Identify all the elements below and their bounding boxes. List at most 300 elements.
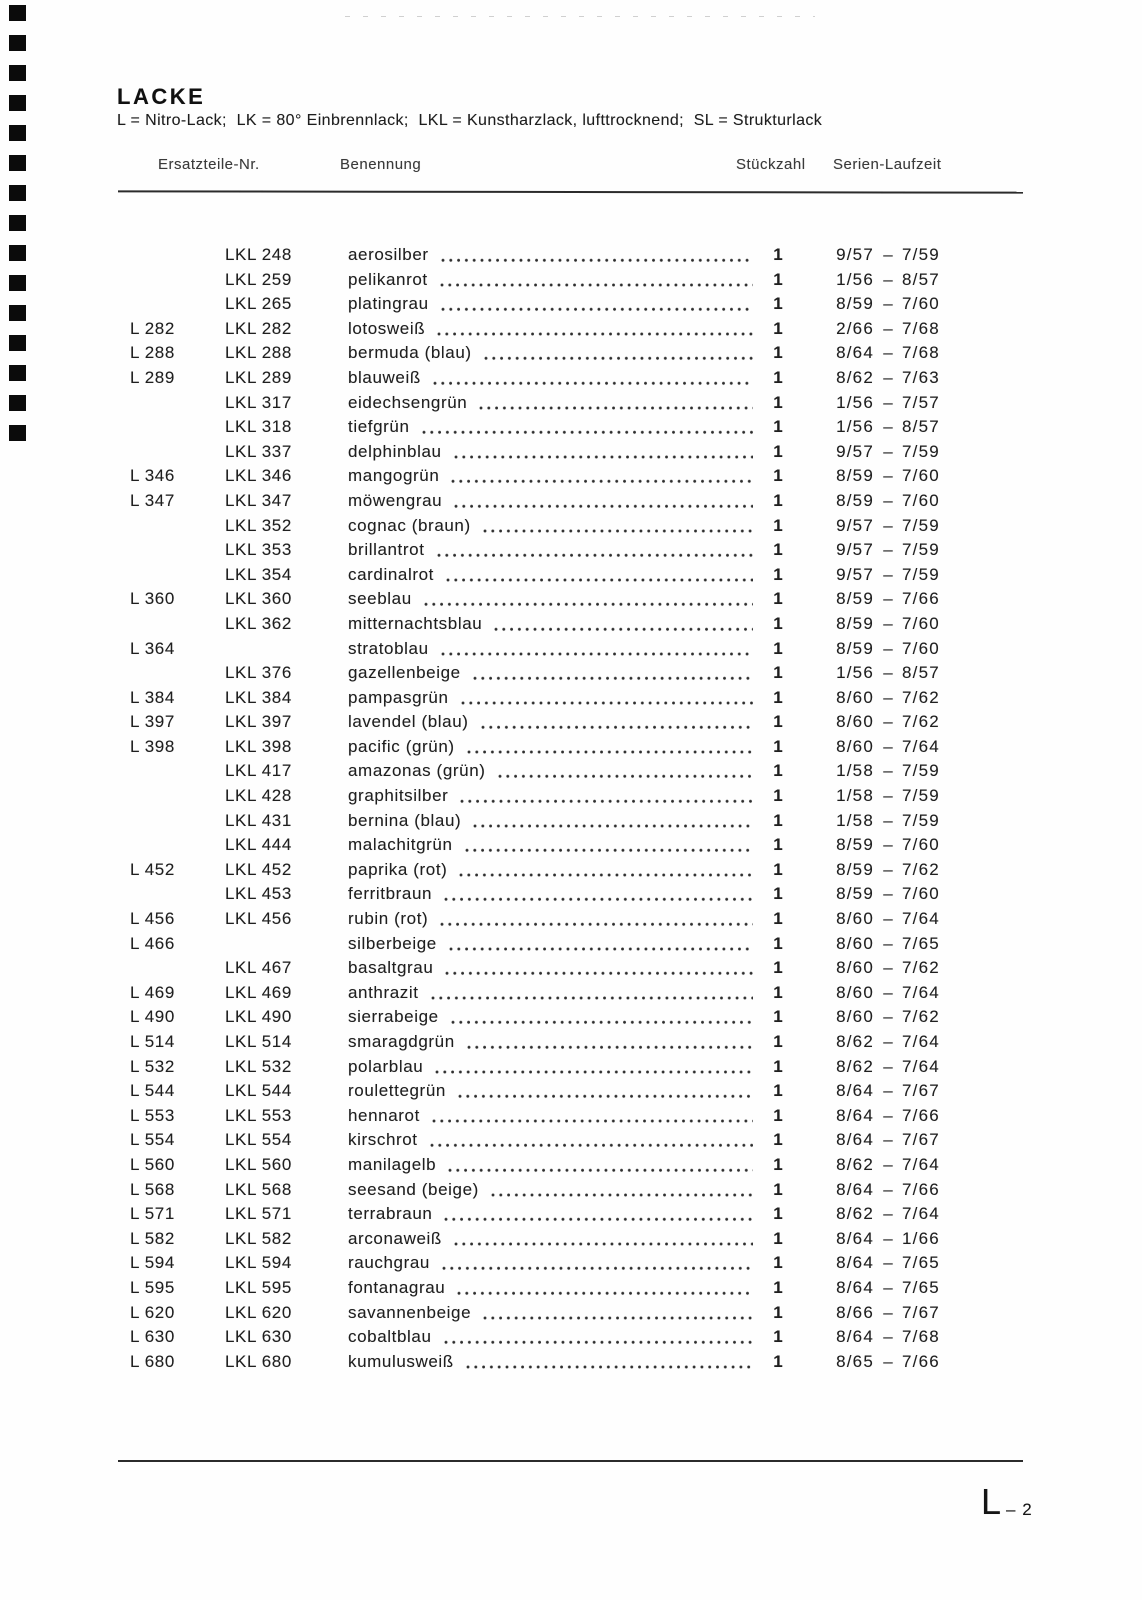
cell-period-to: 8/57 [902,663,940,683]
cell-period-to: 7/60 [902,638,940,658]
cell-qty: 1 [773,909,783,929]
table-row [0,440,1142,465]
cell-name-text: brillantrot [348,540,425,560]
cell-name-text: hennarot [348,1105,420,1125]
cell-period-to: 7/62 [902,712,940,732]
cell-name [348,538,755,563]
cell-name [348,759,755,784]
cell-name [348,391,755,416]
cell-name [348,1251,755,1276]
table-row [0,292,1142,317]
cell-name-text: pelikanrot [348,269,428,289]
cell-period-dash: – [883,441,893,461]
cell-lkl-number: LKL 346 [225,466,292,486]
table-row [0,981,1142,1006]
cell-name [348,1202,755,1227]
cell-qty: 1 [773,835,783,855]
cell-period-from: 2/66 [836,318,874,338]
dotted-leader [465,833,753,858]
cell-name-text: bernina (blau) [348,810,462,830]
cell-name-text: polarblau [348,1056,424,1076]
cell-lkl-number: LKL 282 [225,318,292,338]
table-row [0,563,1142,588]
cell-period-from: 8/59 [836,884,874,904]
col-header-period: Serien-Laufzeit [833,156,942,173]
cell-qty: 1 [773,1277,783,1297]
dotted-leader [498,759,753,784]
cell-period-from: 9/57 [836,564,874,584]
cell-name [348,710,755,735]
cell-qty: 1 [773,663,783,683]
cell-name [348,587,755,612]
table-row [0,809,1142,834]
cell-period-from: 8/60 [836,958,874,978]
cell-period-to: 7/64 [902,1032,940,1051]
cell-period-from: 8/64 [836,1228,874,1248]
cell-period-to: 7/59 [902,564,940,584]
cell-period-dash: – [883,294,893,314]
cell-l-number: L 582 [130,1228,175,1248]
cell-l-number: L 680 [130,1351,175,1371]
dotted-leader [473,809,753,834]
cell-name [348,981,755,1006]
cell-qty: 1 [773,1204,783,1224]
cell-qty: 1 [773,1327,783,1347]
cell-l-number: L 544 [130,1081,175,1101]
cell-period-from: 8/59 [836,859,874,879]
cell-period-to: 7/64 [902,736,940,756]
cell-period-dash: – [883,515,893,535]
cell-qty: 1 [773,638,783,658]
cell-name-text: rauchgrau [348,1253,430,1273]
cell-qty: 1 [773,1081,783,1101]
dotted-leader [430,1128,753,1153]
cell-period-dash: – [883,859,893,879]
cell-period-to: 7/63 [902,367,940,387]
cell-name [348,415,755,440]
cell-name-text: manilagelb [348,1154,437,1174]
cell-l-number: L 384 [130,687,175,707]
cell-lkl-number: LKL 318 [225,417,292,437]
cell-period-from: 8/64 [836,343,874,363]
cell-period-dash: – [883,810,893,830]
cell-l-number: L 532 [130,1056,175,1076]
cell-lkl-number: LKL 337 [225,441,292,461]
cell-l-number: L 282 [130,318,175,338]
table-row [0,1079,1142,1104]
table-row [0,686,1142,711]
cell-period-from: 1/56 [836,392,874,412]
cell-name-text: malachitgrün [348,835,453,855]
cell-period-to: 7/64 [902,1154,940,1174]
cell-name-text: aerosilber [348,245,429,264]
cell-lkl-number: LKL 452 [225,859,292,879]
cell-period-dash: – [883,638,893,658]
cell-period-to: 7/62 [902,1007,940,1027]
cell-name-text: anthrazit [348,982,419,1002]
cell-period-to: 7/65 [902,1253,940,1273]
table-row [0,489,1142,514]
dotted-leader [481,710,753,735]
cell-lkl-number: LKL 397 [225,712,292,732]
table-row [0,784,1142,809]
dotted-leader [442,1251,753,1276]
cell-l-number: L 288 [130,343,175,363]
cell-period-from: 1/56 [836,269,874,289]
cell-qty: 1 [773,786,783,806]
dotted-leader [466,1350,753,1375]
cell-period-from: 9/57 [836,441,874,461]
cell-period-to: 7/60 [902,294,940,314]
cell-l-number: L 456 [130,909,175,929]
cell-period-dash: – [883,1351,893,1371]
cell-name-text: paprika (rot) [348,859,448,879]
cell-qty: 1 [773,1056,783,1076]
dotted-leader [435,1055,753,1080]
cell-period-to: 8/57 [902,269,940,289]
parts-table-body [0,243,1142,1374]
cell-name-text: arconaweiß [348,1228,442,1248]
scan-artifact-line [345,16,815,17]
cell-qty: 1 [773,712,783,732]
cell-period-from: 8/62 [836,1204,874,1224]
cell-period-from: 8/59 [836,490,874,510]
cell-name-text: lotosweiß [348,318,426,338]
table-row [0,882,1142,907]
cell-lkl-number: LKL 354 [225,564,292,584]
cell-name-text: delphinblau [348,441,442,461]
cell-l-number: L 469 [130,982,175,1002]
cell-period-dash: – [883,1032,893,1051]
page-number-letter: L [981,1481,1002,1522]
header-rule [118,190,1023,193]
cell-period-dash: – [883,540,893,560]
cell-name-text: pampasgrün [348,687,449,707]
cell-period-to: 7/68 [902,343,940,363]
cell-period-to: 7/60 [902,466,940,486]
cell-period-dash: – [883,1228,893,1248]
cell-period-to: 7/59 [902,761,940,781]
cell-period-to: 7/67 [902,1130,940,1150]
cell-period-from: 8/62 [836,1056,874,1076]
table-row [0,243,1142,268]
cell-qty: 1 [773,540,783,560]
cell-period-from: 8/64 [836,1179,874,1199]
cell-qty: 1 [773,515,783,535]
cell-qty: 1 [773,269,783,289]
cell-lkl-number: LKL 453 [225,884,292,904]
dotted-leader [451,1005,753,1030]
cell-period-from: 8/59 [836,466,874,486]
cell-l-number: L 594 [130,1253,175,1273]
cell-period-to: 7/62 [902,958,940,978]
cell-period-from: 8/59 [836,835,874,855]
cell-lkl-number: LKL 288 [225,343,292,363]
cell-period-to: 8/57 [902,417,940,437]
cell-period-from: 8/60 [836,933,874,953]
cell-name [348,932,755,957]
dotted-leader [445,956,753,981]
dotted-leader [424,587,753,612]
cell-l-number: L 514 [130,1032,175,1051]
cell-lkl-number: LKL 352 [225,515,292,535]
dotted-leader [467,1030,753,1055]
cell-lkl-number: LKL 553 [225,1105,292,1125]
cell-qty: 1 [773,318,783,338]
cell-name [348,784,755,809]
cell-name [348,686,755,711]
cell-lkl-number: LKL 353 [225,540,292,560]
cell-period-to: 7/64 [902,982,940,1002]
cell-name [348,907,755,932]
dotted-leader [449,932,753,957]
cell-l-number: L 346 [130,466,175,486]
cell-period-dash: – [883,417,893,437]
dotted-leader [484,341,753,366]
table-row [0,1325,1142,1350]
cell-lkl-number: LKL 490 [225,1007,292,1027]
cell-name [348,1350,755,1375]
cell-name-text: rubin (rot) [348,909,429,929]
cell-period-from: 8/62 [836,1154,874,1174]
cell-name-text: savannenbeige [348,1302,472,1322]
table-row [0,710,1142,735]
cell-qty: 1 [773,761,783,781]
dotted-leader [444,1325,753,1350]
cell-name [348,1005,755,1030]
cell-name-text: fontanagrau [348,1277,446,1297]
table-row [0,1227,1142,1252]
cell-name-text: möwengrau [348,490,443,510]
cell-qty: 1 [773,1105,783,1125]
cell-period-to: 7/68 [902,318,940,338]
cell-period-to: 7/65 [902,933,940,953]
cell-name [348,833,755,858]
cell-lkl-number: LKL 384 [225,687,292,707]
cell-qty: 1 [773,1032,783,1051]
cell-name-text: pacific (grün) [348,736,455,756]
dotted-leader [483,1301,753,1326]
cell-period-from: 8/64 [836,1105,874,1125]
table-row [0,735,1142,760]
cell-lkl-number: LKL 362 [225,613,292,633]
cell-period-to: 7/60 [902,835,940,855]
cell-period-from: 8/64 [836,1277,874,1297]
cell-period-to: 7/66 [902,1351,940,1371]
cell-period-from: 8/64 [836,1081,874,1101]
cell-period-to: 7/62 [902,687,940,707]
cell-name-text: smaragdgrün [348,1032,455,1051]
cell-period-dash: – [883,245,893,264]
cell-period-to: 7/60 [902,884,940,904]
cell-name [348,341,755,366]
dotted-leader [440,268,753,293]
cell-qty: 1 [773,1007,783,1027]
cell-lkl-number: LKL 582 [225,1228,292,1248]
cell-name-text: kumulusweiß [348,1351,454,1371]
cell-qty: 1 [773,392,783,412]
cell-lkl-number: LKL 532 [225,1056,292,1076]
dotted-leader [494,612,753,637]
dotted-leader [454,1227,753,1252]
cell-name [348,366,755,391]
cell-period-dash: – [883,1277,893,1297]
cell-name [348,612,755,637]
table-row [0,1055,1142,1080]
cell-l-number: L 620 [130,1302,175,1322]
cell-qty: 1 [773,343,783,363]
cell-period-from: 8/64 [836,1253,874,1273]
cell-qty: 1 [773,736,783,756]
table-row [0,317,1142,342]
cell-name [348,292,755,317]
table-row [0,1005,1142,1030]
cell-period-dash: – [883,269,893,289]
cell-period-dash: – [883,933,893,953]
cell-period-to: 7/68 [902,1327,940,1347]
page-title: LACKE [117,84,206,109]
cell-period-to: 7/64 [902,1204,940,1224]
cell-qty: 1 [773,417,783,437]
cell-period-dash: – [883,589,893,609]
cell-period-to: 7/59 [902,515,940,535]
cell-period-to: 7/60 [902,490,940,510]
cell-lkl-number: LKL 456 [225,909,292,929]
cell-lkl-number: LKL 248 [225,245,292,264]
cell-period-from: 8/60 [836,1007,874,1027]
cell-qty: 1 [773,294,783,314]
cell-period-to: 7/59 [902,786,940,806]
cell-l-number: L 554 [130,1130,175,1150]
cell-period-dash: – [883,490,893,510]
cell-period-from: 8/64 [836,1327,874,1347]
cell-qty: 1 [773,589,783,609]
cell-lkl-number: LKL 444 [225,835,292,855]
cell-period-to: 7/59 [902,245,940,264]
cell-qty: 1 [773,982,783,1002]
cell-name-text: cognac (braun) [348,515,471,535]
page-number [981,1481,1033,1522]
cell-lkl-number: LKL 595 [225,1277,292,1297]
table-row [0,538,1142,563]
table-row [0,268,1142,293]
cell-period-dash: – [883,1179,893,1199]
cell-period-dash: – [883,958,893,978]
cell-period-to: 7/65 [902,1277,940,1297]
cell-period-from: 8/62 [836,367,874,387]
cell-qty: 1 [773,1130,783,1150]
table-row [0,1128,1142,1153]
cell-period-from: 1/58 [836,810,874,830]
table-row [0,415,1142,440]
cell-l-number: L 595 [130,1277,175,1297]
cell-l-number: L 568 [130,1179,175,1199]
cell-period-to: 7/66 [902,589,940,609]
table-row [0,956,1142,981]
cell-period-from: 8/59 [836,294,874,314]
dotted-leader [433,366,753,391]
cell-name [348,1055,755,1080]
cell-name [348,1178,755,1203]
table-row [0,661,1142,686]
cell-name-text: platingrau [348,294,429,314]
cell-name-text: lavendel (blau) [348,712,469,732]
table-row [0,1301,1142,1326]
cell-period-from: 8/66 [836,1302,874,1322]
cell-qty: 1 [773,490,783,510]
cell-name [348,1104,755,1129]
cell-qty: 1 [773,613,783,633]
cell-period-from: 8/60 [836,687,874,707]
cell-period-dash: – [883,1105,893,1125]
dotted-leader [451,464,753,489]
dotted-leader [459,858,753,883]
cell-lkl-number: LKL 360 [225,589,292,609]
dotted-leader [441,243,753,268]
cell-lkl-number: LKL 514 [225,1032,292,1051]
cell-name-text: amazonas (grün) [348,761,486,781]
cell-period-from: 9/57 [836,540,874,560]
table-row [0,587,1142,612]
cell-name [348,1030,755,1055]
cell-lkl-number: LKL 265 [225,294,292,314]
cell-l-number: L 397 [130,712,175,732]
table-row [0,1276,1142,1301]
cell-l-number: L 630 [130,1327,175,1347]
cell-l-number: L 360 [130,589,175,609]
cell-lkl-number: LKL 680 [225,1351,292,1371]
cell-name-text: cobaltblau [348,1327,432,1347]
cell-lkl-number: LKL 376 [225,663,292,683]
cell-name [348,514,755,539]
cell-period-to: 7/67 [902,1302,940,1322]
cell-name [348,1227,755,1252]
cell-period-dash: – [883,318,893,338]
cell-l-number: L 398 [130,736,175,756]
cell-period-dash: – [883,1327,893,1347]
cell-period-from: 9/57 [836,245,874,264]
cell-qty: 1 [773,441,783,461]
cell-name [348,1153,755,1178]
cell-lkl-number: LKL 428 [225,786,292,806]
table-row [0,514,1142,539]
cell-name [348,489,755,514]
dotted-leader [483,514,753,539]
cell-period-from: 8/60 [836,736,874,756]
cell-name-text: stratoblau [348,638,429,658]
table-row [0,1104,1142,1129]
cell-name [348,637,755,662]
cell-name [348,243,755,268]
cell-period-dash: – [883,1204,893,1224]
cell-period-from: 8/60 [836,909,874,929]
cell-name [348,1276,755,1301]
col-header-name: Benennung [340,156,422,173]
cell-period-from: 8/65 [836,1351,874,1371]
cell-period-from: 8/64 [836,1130,874,1150]
cell-l-number: L 466 [130,933,175,953]
cell-period-to: 7/66 [902,1179,940,1199]
cell-name-text: eidechsengrün [348,392,468,412]
cell-name-text: tiefgrün [348,417,410,437]
dotted-leader [461,686,753,711]
cell-period-dash: – [883,736,893,756]
cell-lkl-number: LKL 317 [225,392,292,412]
cell-lkl-number: LKL 560 [225,1154,292,1174]
table-row [0,341,1142,366]
cell-l-number: L 553 [130,1105,175,1125]
cell-period-to: 7/64 [902,1056,940,1076]
